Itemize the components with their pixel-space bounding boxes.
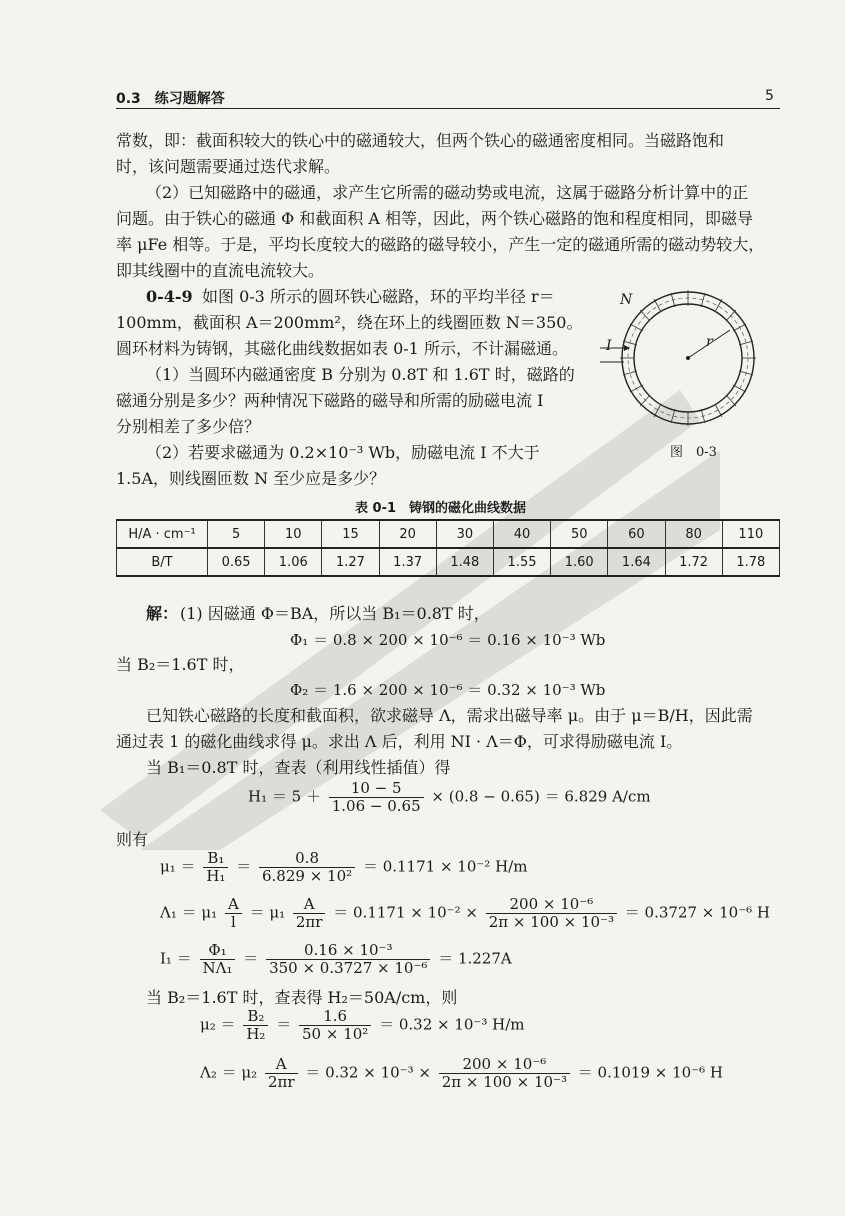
solution-line: 已知铁心磁路的长度和截面积，欲求磁导 Λ，需求出磁导率 μ。由于 μ＝B/H，因此需 [146,706,753,725]
text-line: （2）已知磁路中的磁通，求产生它所需的磁动势或电流，这属于磁路分析计算中的正 [146,183,749,202]
denominator: 6.829 × 10² [262,867,353,885]
eq-part: I₁ ＝ [160,949,192,968]
figure-caption: 图 0-3 [670,445,717,460]
problem-number: 0-4-9 [146,287,193,306]
numerator: B₂ [243,1008,268,1026]
equation-mu1 [160,850,527,885]
denominator: 350 × 0.3727 × 10⁻⁶ [269,959,428,977]
text-line: 时，该问题需要通过迭代求解。 [116,157,341,176]
text-line: 问题。由于铁心的磁通 Φ 和截面积 A 相等，因此，两个铁心磁路的饱和程度相同，即磁导 [116,209,754,228]
eq-part: ＝ 0.32 × 10⁻³ × [305,1063,431,1082]
equation-lambda1 [160,896,770,931]
row-label-H: H/A · cm⁻¹ [117,520,208,548]
denominator: l [230,913,236,931]
solution-line: 则有 [116,830,149,849]
numerator: A [293,896,326,914]
table-cell: 1.72 [665,548,722,576]
table-row [117,548,780,576]
table-cell: 1.64 [608,548,665,576]
eq-part: ＝ 0.1171 × 10⁻² H/m [362,857,528,876]
eq-part: ＝ 0.1019 × 10⁻⁶ H [577,1063,723,1082]
denominator: 2πr [295,913,323,931]
problem-line: 如图 0-3 所示的圆环铁心磁路，环的平均半径 r＝ [202,287,555,306]
numerator: 1.6 [299,1008,371,1026]
table-cell: 1.48 [436,548,493,576]
fraction [266,942,430,977]
figure-label-r: r [706,334,713,350]
eq-part: μ₁ ＝ [160,857,196,876]
problem-line: 100mm，截面积 A＝200mm²，绕在环上的线圈匝数 N＝350。 [116,313,583,332]
running-head: 0.3 练习题解答 [116,91,225,107]
denominator: NΛ₁ [202,959,233,977]
table-cell: 1.78 [722,548,779,576]
magnetization-table [116,519,780,577]
table-cell: 15 [322,520,379,548]
fraction [259,850,355,885]
eq-part: ＝ 0.3727 × 10⁻⁶ H [624,903,771,922]
text-line: 即其线圈中的直流电流较大。 [116,261,325,280]
equation-phi2: Φ₂ ＝ 1.6 × 200 × 10⁻⁶ ＝ 0.32 × 10⁻³ Wb [290,681,606,699]
eq-part: ＝ μ₁ [249,903,286,922]
denominator: 50 × 10² [302,1025,369,1043]
eq-part: H₁ ＝ 5 ＋ [248,787,321,806]
row-label-B: B/T [117,548,208,576]
denominator: 2π × 100 × 10⁻³ [488,913,614,931]
numerator: 200 × 10⁻⁶ [439,1056,570,1074]
solution-line: 当 B₂＝1.6T 时，查表得 H₂＝50A/cm，则 [146,988,458,1007]
fraction [243,1008,268,1043]
problem-line: （1）当圆环内磁通密度 B 分别为 0.8T 和 1.6T 时，磁路的 [146,365,575,384]
equation-phi1: Φ₁ ＝ 0.8 × 200 × 10⁻⁶ ＝ 0.16 × 10⁻³ Wb [290,631,606,649]
eq-part: ＝ 0.32 × 10⁻³ H/m [379,1015,525,1034]
problem-line: 1.5A，则线圈匝数 N 至少应是多少？ [116,469,386,488]
table-cell: 110 [722,520,779,548]
equation-lambda2 [200,1056,723,1091]
figure-label-N: N [620,292,633,308]
fraction [265,1056,298,1091]
table-cell: 50 [551,520,608,548]
solution-line: (1) 因磁通 Φ＝BA，所以当 B₁＝0.8T 时， [180,604,490,623]
table-cell: 80 [665,520,722,548]
table-cell: 60 [608,520,665,548]
fraction [486,896,617,931]
text-line: 率 μFe 相等。于是，平均长度较大的磁路的磁导较小，产生一定的磁通所需的磁动势较大， [116,235,765,254]
denominator: 1.06 − 0.65 [331,797,421,815]
table-cell: 1.37 [379,548,436,576]
eq-part: ＝ [236,857,252,876]
page-number: 5 [765,88,774,104]
numerator: 10 − 5 [329,780,424,798]
problem-line: （2）若要求磁通为 0.2×10⁻³ Wb，励磁电流 I 不大于 [146,443,540,462]
fraction [293,896,326,931]
denominator: 2π × 100 × 10⁻³ [441,1073,567,1091]
table-row [117,520,780,548]
numerator: 200 × 10⁻⁶ [486,896,617,914]
denominator: H₁ [206,867,226,885]
table-cell: 0.65 [208,548,265,576]
solution-line: 当 B₁＝0.8T 时，查表（利用线性插值）得 [146,758,451,777]
equation-i1 [160,942,512,977]
eq-part: Λ₂ ＝ μ₂ [200,1063,258,1082]
solution-line: 当 B₂＝1.6T 时， [116,655,245,674]
toroid-figure [600,290,780,440]
table-cell: 1.55 [493,548,550,576]
eq-part: Λ₁ ＝ μ₁ [160,903,218,922]
figure-label-I: I [606,338,612,354]
equation-h1 [248,780,651,815]
fraction [299,1008,371,1043]
numerator: Φ₁ [200,942,236,960]
eq-part: ＝ 0.1171 × 10⁻² × [333,903,478,922]
text-line: 常数，即：截面积较大的铁心中的磁通较大，但两个铁心的磁通密度相同。当磁路饱和 [116,131,725,150]
solution-label: 解： [146,604,179,623]
fraction [203,850,228,885]
table-cell: 10 [265,520,322,548]
header-rule [116,108,780,109]
numerator: A [265,1056,298,1074]
fraction [439,1056,570,1091]
fraction [200,942,236,977]
numerator: A [225,896,242,914]
table-cell: 1.27 [322,548,379,576]
table-title: 表 0-1 铸钢的磁化曲线数据 [355,501,527,516]
table-cell: 20 [379,520,436,548]
numerator: 0.8 [259,850,355,868]
eq-part: ＝ [276,1015,292,1034]
solution-line: 通过表 1 的磁化曲线求得 μ。求出 Λ 后，利用 NI · Λ＝Φ，可求得励磁电流 I。 [116,732,683,751]
eq-part: × (0.8 − 0.65) ＝ 6.829 A/cm [431,787,651,806]
denominator: 2πr [267,1073,295,1091]
table-cell: 30 [436,520,493,548]
fraction [225,896,242,931]
table-cell: 40 [493,520,550,548]
equation-mu2 [200,1008,525,1043]
eq-part: ＝ [243,949,259,968]
numerator: B₁ [203,850,228,868]
table-cell: 5 [208,520,265,548]
problem-line: 圆环材料为铸钢，其磁化曲线数据如表 0-1 所示，不计漏磁通。 [116,339,568,358]
problem-line: 分别相差了多少倍？ [116,417,261,436]
eq-part: ＝ 1.227A [438,949,512,968]
numerator: 0.16 × 10⁻³ [266,942,430,960]
fraction [329,780,424,815]
eq-part: μ₂ ＝ [200,1015,236,1034]
denominator: H₂ [246,1025,266,1043]
problem-line: 磁通分别是多少？两种情况下磁路的磁导和所需的励磁电流 I [116,391,544,410]
table-cell: 1.06 [265,548,322,576]
table-cell: 1.60 [551,548,608,576]
